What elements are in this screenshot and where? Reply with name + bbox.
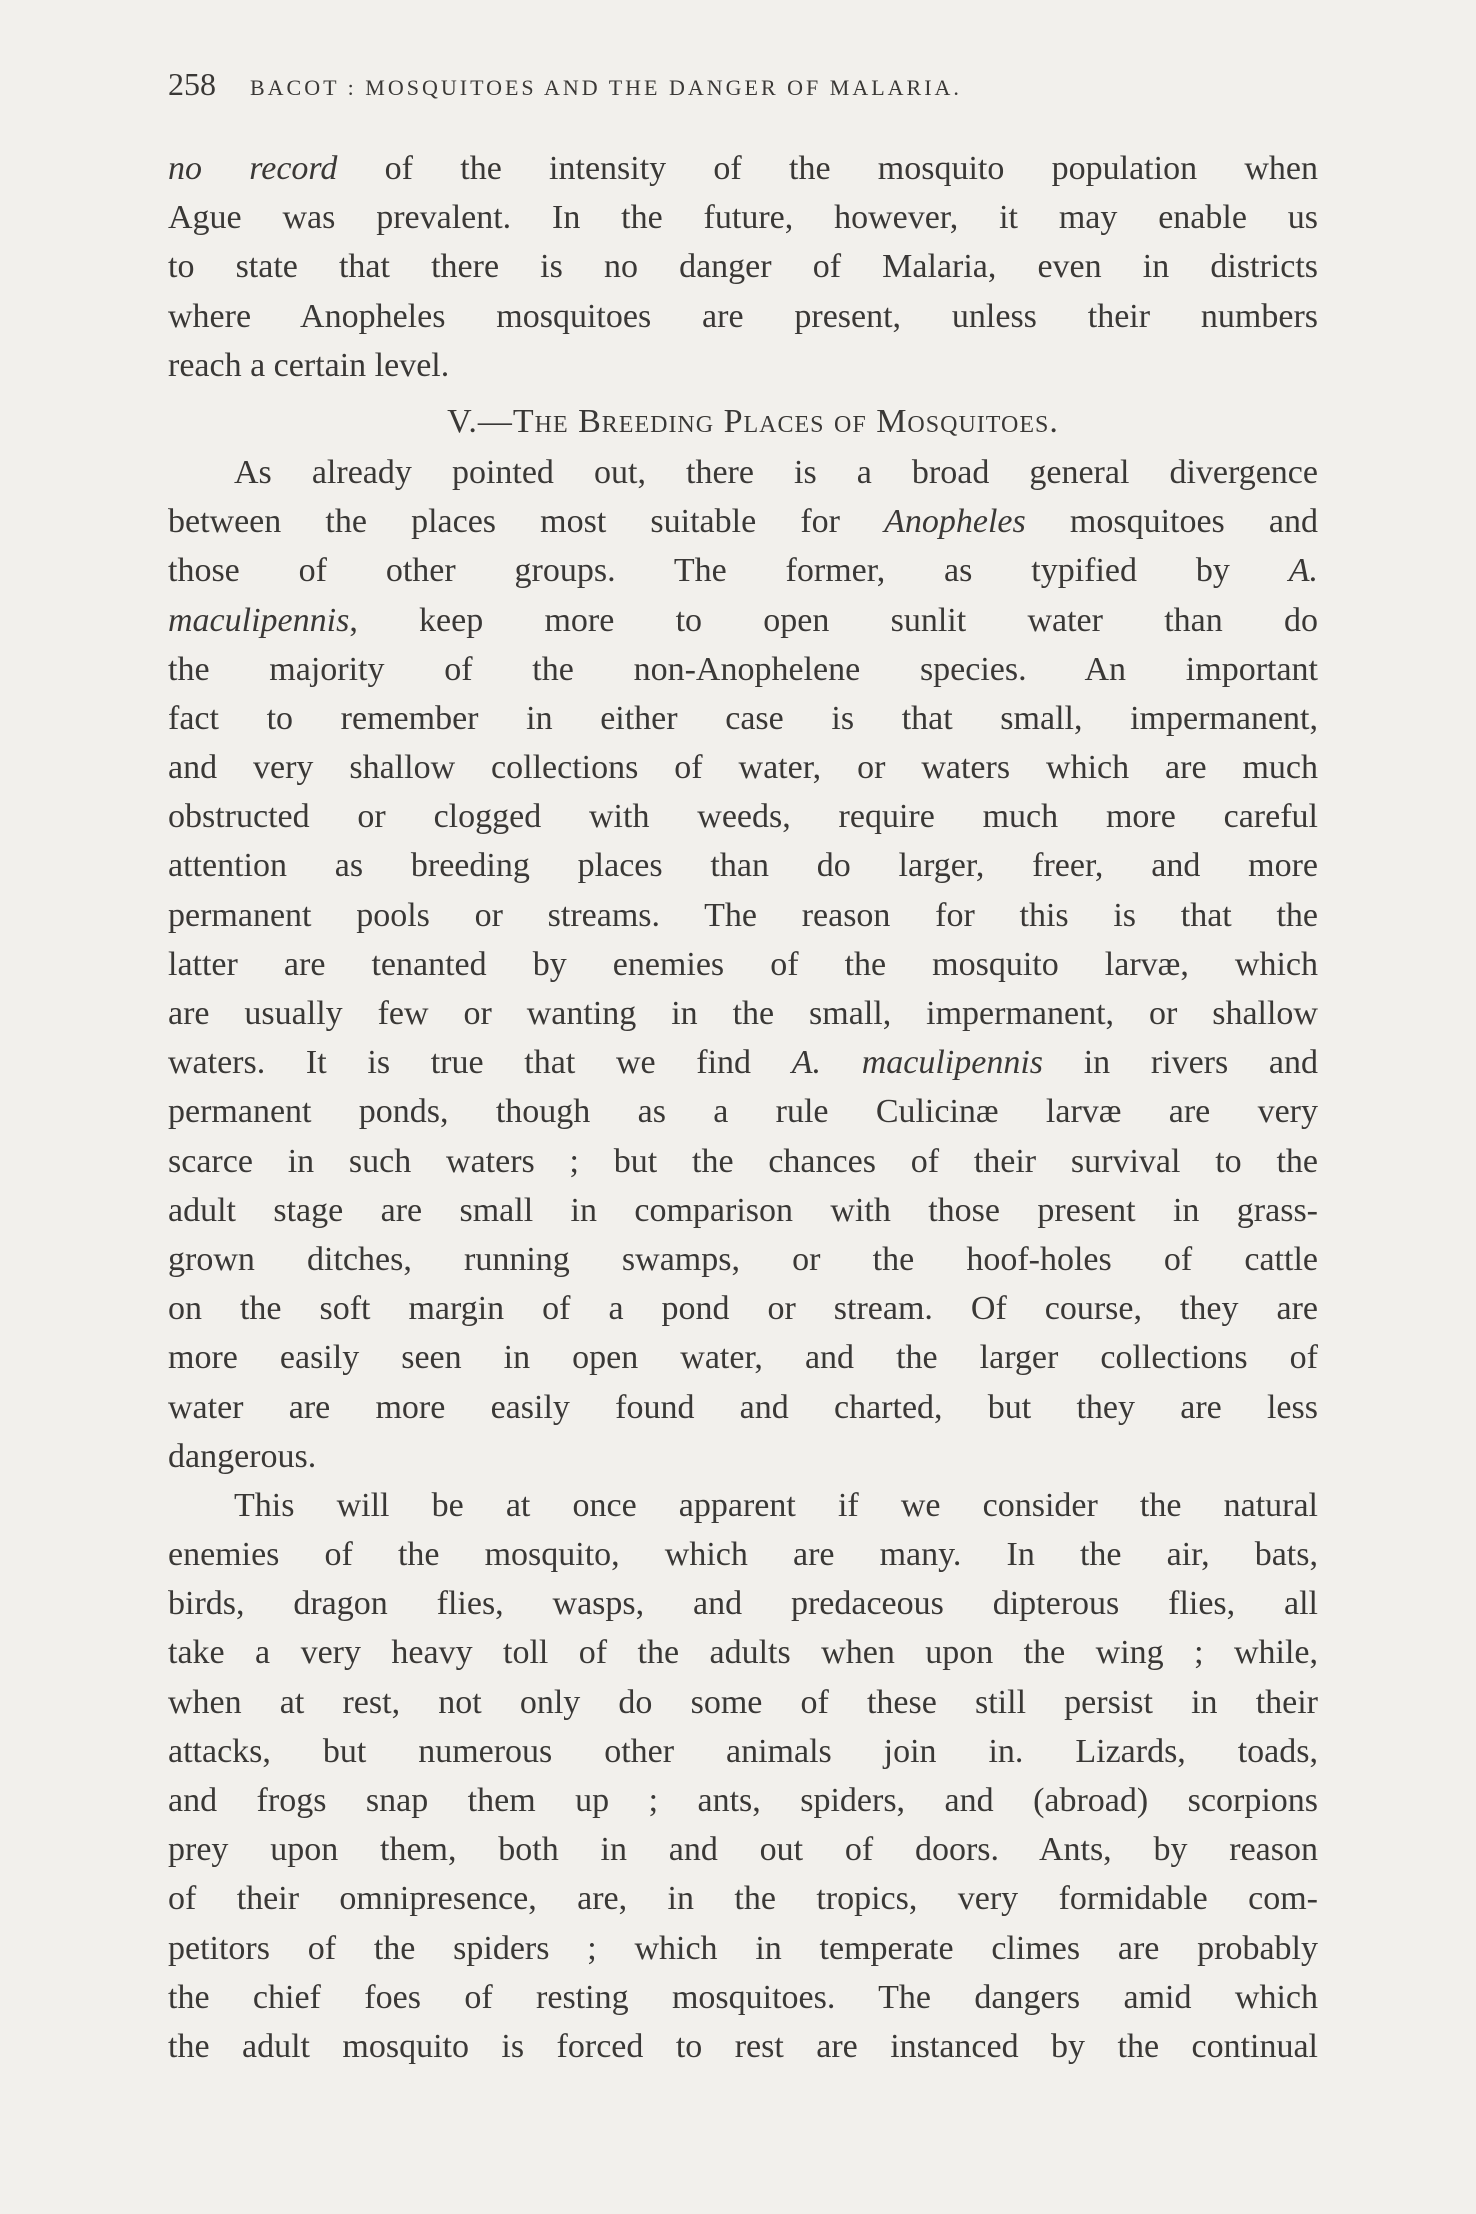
paragraph-2-line-4: maculipennis, keep more to open sunlit water than do — [168, 601, 1318, 639]
paragraph-1-line-4: where Anopheles mosquitoes are present, unless their numbers — [168, 297, 1318, 335]
paragraph-2-line-2: between the places most suitable for Anopheles mosquitoes and — [168, 503, 1319, 541]
page-number: 258 — [168, 66, 216, 102]
paragraph-2-line-17: grown ditches, running swamps, or the hoof-holes of cattle — [168, 1240, 1318, 1278]
italic-genus-initial: A. — [1288, 552, 1319, 590]
italic-species: maculipennis — [168, 601, 350, 639]
paragraph-2-line-12: are usually few or wanting in the small, impermanent, or shallow — [168, 995, 1318, 1032]
paragraph-2-line-6: fact to remember in either case is that small, impermanent, — [168, 699, 1318, 737]
paragraph-2-line-18: on the soft margin of a pond or stream. Of course, they are — [168, 1290, 1318, 1328]
paragraph-2-line-9: attention as breeding places than do larger, freer, and more — [168, 847, 1318, 885]
paragraph-3-line-11: the chief foes of resting mosquitoes. The dangers amid which — [168, 1978, 1318, 2016]
paragraph-2-line-15: scarce in such waters ; but the chances of their survival to the — [168, 1142, 1318, 1180]
paragraph-2-line-14: permanent ponds, though as a rule Culicinæ larvæ are very — [168, 1093, 1318, 1131]
paragraph-3-line-4: take a very heavy toll of the adults when upon the wing ; while, — [168, 1634, 1318, 1672]
paragraph-2-line-7: and very shallow collections of water, or waters which are much — [168, 749, 1318, 787]
paragraph-2-line-11: latter are tenanted by enemies of the mosquito larvæ, which — [168, 945, 1318, 983]
italic-genus: Anopheles — [884, 503, 1026, 541]
paragraph-2-line-10: permanent pools or streams. The reason for this is that the — [168, 896, 1318, 934]
italic-species-name: A. maculipennis — [791, 1044, 1043, 1082]
paragraph-2-line-19: more easily seen in open water, and the larger collections of — [168, 1339, 1318, 1377]
paragraph-3-line-8: prey upon them, both in and out of doors. Ants, by reason — [168, 1831, 1318, 1869]
paragraph-3-line-7: and frogs snap them up ; ants, spiders, and (abroad) scorpions — [168, 1782, 1318, 1819]
running-head — [168, 66, 1318, 103]
body-text — [168, 144, 1318, 2071]
paragraph-2-line-21: dangerous. — [168, 1437, 317, 1475]
paragraph-3-line-5: when at rest, not only do some of these still persist in their — [168, 1683, 1318, 1721]
paragraph-3-line-2: enemies of the mosquito, which are many. In the air, bats, — [168, 1536, 1318, 1574]
paragraph-2-line-20: water are more easily found and charted, but they are less — [168, 1388, 1318, 1426]
paragraph-2-line-5: the majority of the non-Anophelene species. An important — [168, 650, 1318, 688]
paragraph-3-line-6: attacks, but numerous other animals join in. Lizards, toads, — [168, 1732, 1318, 1770]
paragraph-1-line-2: Ague was prevalent. In the future, however, it may enable us — [168, 199, 1318, 237]
paragraph-2-line-13: waters. It is true that we find A. maculipennis in rivers and — [168, 1044, 1319, 1082]
section-heading: V.—The Breeding Places of Mosquitoes. — [447, 402, 1059, 440]
paragraph-3-line-10: petitors of the spiders ; which in temperate climes are probably — [168, 1929, 1318, 1967]
paragraph-2-line-8: obstructed or clogged with weeds, require much more careful — [168, 798, 1318, 836]
paragraph-3-line-1: This will be at once apparent if we consider the natural — [234, 1486, 1318, 1524]
paragraph-2-line-3: those of other groups. The former, as typified by A. — [168, 552, 1319, 590]
paragraph-1-line-1: no record of the intensity of the mosquito population when — [168, 150, 1318, 187]
paragraph-1-line-5: reach a certain level. — [168, 346, 450, 384]
paragraph-2-line-1: As already pointed out, there is a broad general divergence — [234, 453, 1318, 491]
running-title: BACOT : MOSQUITOES AND THE DANGER OF MALARIA. — [250, 75, 962, 100]
paragraph-1-line-3: to state that there is no danger of Malaria, even in districts — [168, 248, 1318, 286]
paragraph-3-line-12: the adult mosquito is forced to rest are instanced by the continual — [168, 2027, 1318, 2065]
italic-phrase: no record — [168, 150, 338, 187]
paragraph-2-line-16: adult stage are small in comparison with those present in grass- — [168, 1191, 1318, 1229]
paragraph-3-line-3: birds, dragon flies, wasps, and predaceous dipterous flies, all — [168, 1585, 1318, 1623]
paragraph-3-line-9: of their omnipresence, are, in the tropics, very formidable com- — [168, 1880, 1318, 1918]
